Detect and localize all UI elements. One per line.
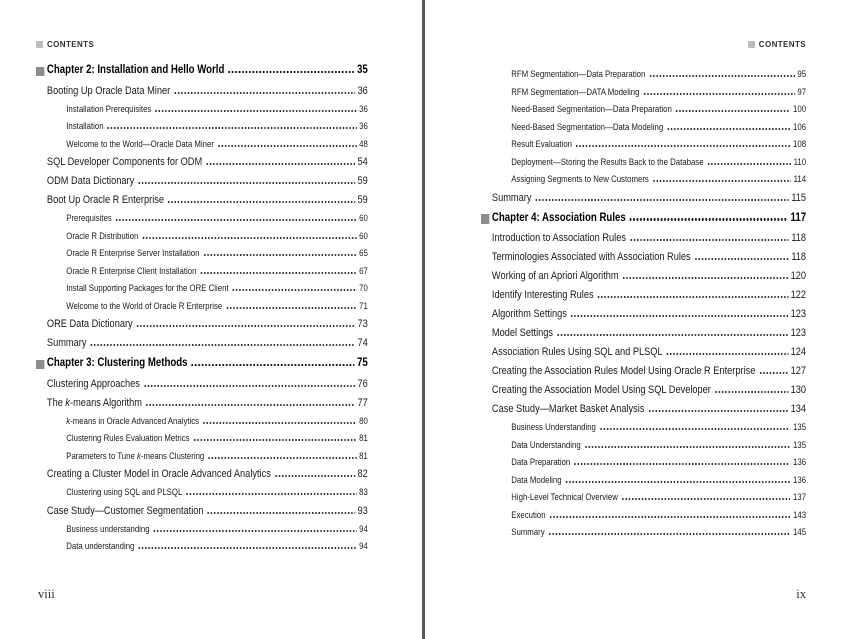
toc-entry-title: Execution [511,509,546,520]
toc-entry-page: 136 [793,474,807,485]
dot-leader [206,163,355,165]
toc-entry-title: Parameters to Tune k-means Clustering [66,450,205,461]
dot-leader [138,547,357,549]
toc-entry [47,191,368,210]
toc-entry-title: Association Rules Using SQL and PLSQL [491,346,663,358]
toc-entry-page: 123 [790,308,807,320]
dot-leader [649,75,795,77]
toc-entry-title: Model Settings [491,327,554,339]
running-head-label: CONTENTS [47,40,95,49]
toc-entry-title: Creating the Association Rules Model Using Oracle R Enterprise [491,365,756,377]
toc-entry-title: Need-Based Segmentation—Data Preparation [511,104,672,114]
toc-entry [492,229,806,248]
dot-leader [191,364,355,366]
dot-leader [107,127,357,129]
dot-leader [143,385,355,387]
toc-entry-title: ORE Data Dictionary [46,318,133,330]
toc-entry-page: 60 [359,213,368,223]
contents-marker-icon [36,41,43,48]
toc-entry-page: 60 [359,230,368,241]
toc-entry-page: 115 [791,191,807,204]
toc-entry-page: 143 [793,509,807,520]
dot-leader [208,457,357,459]
dot-leader [142,237,357,239]
toc-entry-title: Business understanding [66,523,150,534]
toc-entry [66,280,368,298]
dot-leader [643,93,795,95]
dot-leader [599,428,790,430]
toc-entry-title: Data Modeling [511,474,562,485]
toc-entry-title: Data Understanding [511,439,581,450]
toc-entry [66,538,368,556]
toc-entry-title: Chapter 4: Association Rules [491,211,626,224]
dot-leader [574,463,791,465]
toc-entry-page: 118 [791,251,807,263]
toc-entry-title: Case Study—Market Basket Analysis [491,403,645,415]
toc-entry [511,101,806,119]
toc-entry-page: 35 [357,64,368,76]
toc-entry [66,210,368,228]
toc-entry-page: 95 [797,69,807,79]
toc-entry [47,465,368,484]
chapter-bullet-icon [36,360,44,370]
toc-entry-page: 117 [790,211,807,224]
dot-leader [675,110,790,112]
toc-entry-page: 76 [357,377,368,390]
dot-leader [203,254,357,256]
chapter-bullet-icon [481,214,489,224]
toc-entry-page: 114 [793,174,807,184]
toc-entry [47,315,368,334]
toc-entry-title: Install Supporting Packages for the ORE Client [66,283,229,293]
folio-right: ix [796,587,806,601]
toc-entry [47,502,368,521]
dot-leader [90,344,355,346]
running-head-label: CONTENTS [758,40,806,49]
dot-leader [570,315,788,317]
toc-entry-title: Introduction to Association Rules [491,232,626,244]
toc-entry [511,437,806,455]
toc-entry [511,489,806,507]
toc-entry-title: Clustering Rules Evaluation Metrics [66,433,190,443]
toc-entry-title: Chapter 2: Installation and Hello World [46,64,225,76]
toc-entry-title: RFM Segmentation—Data Preparation [511,69,646,79]
dot-leader [153,530,357,532]
toc-entry [47,82,368,101]
toc-list-left [36,60,368,556]
dot-leader [548,533,791,535]
dot-leader [535,199,789,201]
toc-entry-page: 81 [359,450,368,461]
dot-leader [652,180,791,182]
dot-leader [714,391,788,393]
dot-leader [226,307,357,309]
toc-entry-page: 75 [357,357,368,369]
toc-entry [66,521,368,539]
toc-entry [492,248,806,267]
toc-entry-title: k-means in Oracle Advanced Analytics [66,415,200,426]
dot-leader [217,145,356,147]
toc-entry-page: 123 [790,327,807,339]
chapter-bullet-icon [36,67,44,77]
toc-entry [492,343,806,362]
toc-entry-title: Assigning Segments to New Customers [511,174,649,184]
dot-leader [694,258,789,260]
toc-entry-page: 81 [359,433,368,443]
toc-entry-title: Result Evaluation [511,139,573,149]
toc-entry-title: Installation [66,121,104,131]
toc-entry-title: Booting Up Oracle Data Miner [46,84,171,97]
toc-entry [66,228,368,246]
dot-leader [556,334,788,336]
dot-leader [202,422,356,424]
dot-leader [274,475,355,477]
toc-entry-title: Summary [491,191,532,204]
contents-marker-icon [748,41,755,48]
toc-entry [511,472,806,490]
toc-entry [492,324,806,343]
toc-entry-page: 82 [357,468,368,480]
toc-entry [66,484,368,502]
toc-entry-title: Identify Interesting Rules [491,289,594,301]
toc-entry [66,136,368,154]
folio-left: viii [38,587,55,601]
toc-entry-title: Oracle R Distribution [66,230,139,241]
toc-entry-title: Algorithm Settings [491,308,567,320]
toc-entry [511,136,806,154]
toc-entry [66,245,368,263]
toc-entry-page: 145 [793,527,807,537]
toc-entry-page: 118 [791,232,807,244]
toc-entry-title: High-Level Technical Overview [511,492,618,502]
toc-entry [66,101,368,119]
toc-entry [492,400,806,419]
toc-entry-title: Data Preparation [511,457,571,467]
dot-leader [200,272,357,274]
dot-leader [575,145,790,147]
toc-entry-page: 93 [357,504,368,517]
toc-entry-page: 124 [790,346,807,358]
toc-entry-page: 65 [359,248,368,258]
dot-leader [648,410,788,412]
dot-leader [666,353,788,355]
toc-entry-page: 97 [797,86,807,97]
toc-entry-page: 100 [793,104,807,114]
toc-entry-title: Installation Prerequisites [66,103,152,114]
dot-leader [549,516,791,518]
dot-leader [115,219,356,221]
toc-entry-page: 67 [359,265,368,276]
toc-entry-page: 106 [793,121,807,132]
toc-entry-title: Case Study—Customer Segmentation [46,504,204,517]
toc-entry-page: 108 [793,139,807,149]
toc-entry-page: 137 [793,492,807,502]
toc-entry-page: 135 [793,439,807,450]
toc-entry-page: 94 [359,523,368,534]
toc-entry [47,153,368,172]
running-head [36,40,94,49]
dot-leader [621,498,790,500]
dot-leader [138,182,355,184]
toc-entry-title: SQL Developer Components for ODM [46,156,203,168]
toc-entry-page: 122 [790,289,807,301]
toc-entry-title: Creating the Association Model Using SQL Developer [491,384,711,396]
toc-entry-title: Business Understanding [511,422,596,432]
toc-entry [66,298,368,316]
dot-leader [136,325,355,327]
toc-entry [492,305,806,324]
page-right [425,0,846,639]
dot-leader [193,439,357,441]
toc-entry-page: 59 [357,175,368,187]
toc-entry-page: 135 [793,422,807,432]
dot-leader [759,372,788,374]
toc-entry-title: Welcome to the World—Oracle Data Miner [66,138,214,149]
running-head [748,40,806,49]
toc-entry-title: The k-means Algorithm [46,396,142,409]
toc-entry-title: Creating a Cluster Model in Oracle Advanced Analytics [46,468,271,480]
toc-entry [66,263,368,281]
toc-entry [66,118,368,136]
toc-entry-title: Clustering using SQL and PLSQL [66,487,183,497]
toc-entry-title: Need-Based Segmentation—Data Modeling [511,121,664,132]
toc-entry [36,353,368,375]
dot-leader [622,277,788,279]
dot-leader [232,289,357,291]
dot-leader [667,128,791,130]
toc-entry [511,507,806,525]
toc-entry-page: 134 [790,403,807,415]
toc-entry [511,119,806,137]
dot-leader [565,481,791,483]
toc-entry-title: Deployment—Storing the Results Back to the Database [511,156,704,167]
toc-entry [47,394,368,413]
toc-entry-page: 71 [359,300,368,311]
toc-entry [492,362,806,381]
toc-entry [47,334,368,353]
toc-entry-page: 59 [357,194,368,206]
dot-leader [707,163,791,165]
toc-entry-page: 70 [359,283,368,293]
toc-entry [66,448,368,466]
toc-entry-title: Data understanding [66,541,135,551]
dot-leader [145,404,355,406]
dot-leader [155,110,357,112]
toc-entry [492,189,806,208]
dot-leader [629,218,788,220]
dot-leader [207,512,355,514]
toc-entry-page: 48 [359,138,368,149]
toc-entry [511,154,806,172]
toc-entry-page: 73 [357,318,368,330]
toc-entry-page: 94 [359,541,368,551]
toc-entry-title: Prerequisites [66,213,112,223]
toc-entry-page: 36 [359,103,368,114]
toc-entry [492,286,806,305]
toc-entry [492,267,806,286]
toc-entry-page: 77 [357,396,368,409]
toc-entry-page: 54 [357,156,368,168]
toc-entry-title: Clustering Approaches [46,377,140,390]
toc-entry-page: 74 [357,337,368,349]
toc-entry [66,413,368,431]
toc-entry-title: Summary [511,527,545,537]
toc-entry-title: Chapter 3: Clustering Methods [46,357,188,369]
dot-leader [584,446,790,448]
dot-leader [167,201,355,203]
toc-entry-page: 80 [359,415,368,426]
toc-entry-page: 136 [793,457,807,467]
toc-entry-page: 83 [359,487,368,497]
toc-entry [36,60,368,82]
toc-entry [511,419,806,437]
toc-entry-page: 36 [357,84,368,97]
toc-list-right [481,66,806,542]
toc-entry-title: RFM Segmentation—DATA Modeling [511,86,640,97]
toc-entry-page: 110 [793,156,807,167]
toc-entry [511,524,806,542]
toc-entry [511,66,806,84]
toc-entry [47,375,368,394]
toc-entry-page: 36 [359,121,368,131]
toc-entry-page: 130 [790,384,807,396]
toc-entry-title: Oracle R Enterprise Server Installation [66,248,200,258]
toc-entry [481,208,806,230]
toc-entry-title: Working of an Apriori Algorithm [491,270,619,282]
toc-entry [47,172,368,191]
dot-leader [629,239,788,241]
toc-entry-title: Boot Up Oracle R Enterprise [46,194,165,206]
dot-leader [174,92,355,94]
dot-leader [597,296,788,298]
toc-entry-title: ODM Data Dictionary [46,175,135,187]
toc-entry-title: Terminologies Associated with Association Rules [491,251,691,263]
toc-entry-title: Welcome to the World of Oracle R Enterprise [66,300,223,311]
toc-entry [511,454,806,472]
toc-entry [66,430,368,448]
page-left [0,0,422,639]
toc-entry-page: 120 [790,270,807,282]
dot-leader [186,493,357,495]
toc-entry [511,171,806,189]
dot-leader [228,71,355,73]
toc-entry [492,381,806,400]
toc-entry [511,84,806,102]
toc-entry-title: Oracle R Enterprise Client Installation [66,265,197,276]
toc-entry-page: 127 [790,365,807,377]
toc-entry-title: Summary [46,337,87,349]
